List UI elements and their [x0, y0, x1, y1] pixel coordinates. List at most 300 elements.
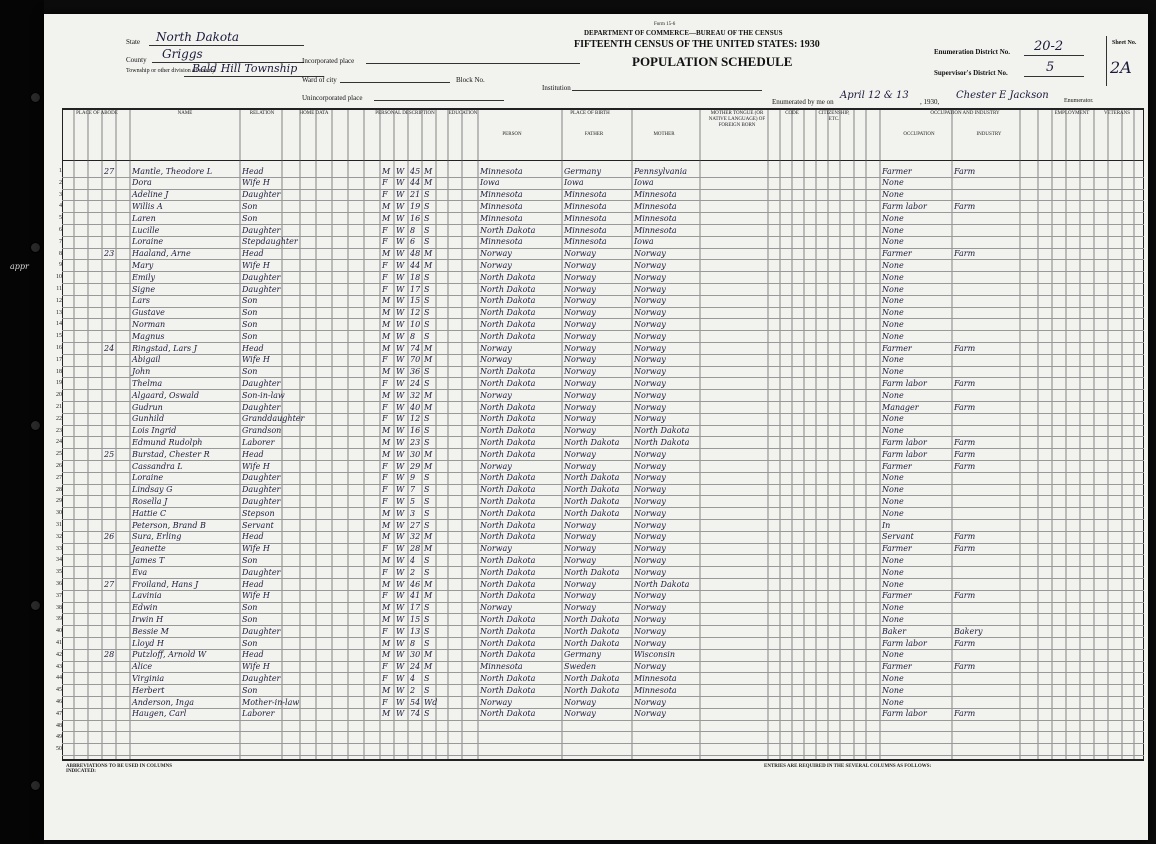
cell-race: W: [396, 355, 405, 365]
cell-name: John: [132, 367, 151, 377]
cell-birth: North Dakota: [480, 496, 536, 506]
cell-age: 8: [410, 638, 416, 648]
cell-mother: Norway: [634, 473, 666, 483]
cell-birth: Iowa: [480, 178, 500, 188]
cell-ms: M: [424, 461, 433, 471]
row-separator: [62, 731, 1144, 732]
cell-age: 30: [410, 449, 421, 459]
cell-ms: M: [424, 249, 433, 259]
cell-name: Gunhild: [132, 414, 165, 424]
cell-father: North Dakota: [564, 567, 620, 577]
cell-race: W: [396, 579, 405, 589]
cell-sex: F: [382, 461, 388, 471]
cell-sex: M: [382, 449, 391, 459]
cell-birth: North Dakota: [480, 414, 536, 424]
cell-ms: M: [424, 449, 433, 459]
cell-sex: F: [382, 284, 388, 294]
cell-occ: Farmer: [882, 461, 912, 471]
cell-ms: S: [424, 426, 430, 436]
cell-dw: 28: [104, 650, 115, 660]
row-number: 32: [56, 533, 62, 540]
cell-name: Willis A: [132, 201, 163, 211]
cell-race: W: [396, 213, 405, 223]
cell-father: Minnesota: [564, 213, 607, 223]
cell-name: Herbert: [132, 685, 165, 695]
row-number: 4: [59, 203, 62, 210]
row-number: 9: [59, 262, 62, 269]
cell-race: W: [396, 272, 405, 282]
cell-rel: Head: [242, 532, 264, 542]
cell-age: 70: [410, 355, 421, 365]
cell-race: W: [396, 638, 405, 648]
cell-occ: None: [882, 308, 904, 318]
cell-mother: Norway: [634, 272, 666, 282]
header-institution-label: Institution: [542, 84, 571, 92]
cell-father: Norway: [564, 426, 596, 436]
cell-sex: M: [382, 367, 391, 377]
cell-occ: None: [882, 237, 904, 247]
census-sheet: [44, 14, 1148, 840]
cell-ms: S: [424, 296, 430, 306]
row-number: 5: [59, 215, 62, 222]
row-number: 20: [56, 392, 62, 399]
col-industry: INDUSTRY: [976, 132, 1002, 137]
cell-ms: S: [424, 308, 430, 318]
cell-race: W: [396, 166, 405, 176]
cell-race: W: [396, 496, 405, 506]
cell-rel: Granddaughter: [242, 414, 305, 424]
cell-birth: North Dakota: [480, 709, 536, 719]
cell-race: W: [396, 367, 405, 377]
cell-rel: Wife H: [242, 178, 270, 188]
row-number: 31: [56, 522, 62, 528]
cell-race: W: [396, 650, 405, 660]
cell-occ: None: [882, 296, 904, 306]
cell-rel: Wife H: [242, 355, 270, 365]
header-block-label: Block No.: [456, 76, 485, 84]
header-county-value: Griggs: [162, 47, 203, 61]
cell-occ: None: [882, 284, 904, 294]
cell-ms: S: [424, 614, 430, 624]
cell-ms: M: [424, 650, 433, 660]
cell-mother: Norway: [634, 414, 666, 424]
cell-ind: Farm: [954, 662, 976, 672]
cell-race: W: [396, 378, 405, 388]
cell-sex: M: [382, 201, 391, 211]
row-number: 15: [56, 333, 62, 340]
cell-mother: Norway: [634, 496, 666, 506]
cell-sex: M: [382, 508, 391, 518]
cell-sex: F: [382, 355, 388, 365]
cell-birth: North Dakota: [480, 402, 536, 412]
cell-ms: S: [424, 473, 430, 483]
cell-sex: M: [382, 638, 391, 648]
cell-race: W: [396, 626, 405, 636]
cell-ms: S: [424, 190, 430, 200]
cell-father: North Dakota: [564, 673, 620, 683]
cell-race: W: [396, 260, 405, 270]
cell-name: Lois Ingrid: [132, 426, 177, 436]
cell-birth: Norway: [480, 697, 512, 707]
cell-birth: Minnesota: [480, 662, 523, 672]
cell-age: 18: [410, 272, 421, 282]
cell-father: Minnesota: [564, 190, 607, 200]
header-ward-label: Ward of city: [302, 76, 337, 84]
cell-name: Lars: [132, 296, 151, 306]
margin-note: appr: [10, 262, 29, 271]
cell-mother: Minnesota: [634, 201, 677, 211]
cell-age: 29: [410, 461, 421, 471]
col-code: CODE: [785, 111, 799, 116]
cell-sex: F: [382, 485, 388, 495]
col-occupation: OCCUPATION: [903, 132, 935, 137]
cell-name: Edwin: [132, 603, 158, 613]
cell-birth: North Dakota: [480, 331, 536, 341]
cell-race: W: [396, 603, 405, 613]
cell-name: Thelma: [132, 378, 163, 388]
cell-race: W: [396, 532, 405, 542]
cell-race: W: [396, 461, 405, 471]
cell-birth: North Dakota: [480, 225, 536, 235]
cell-name: Lucille: [132, 225, 160, 235]
row-number: 2: [59, 179, 62, 186]
cell-race: W: [396, 673, 405, 683]
cell-rel: Son: [242, 319, 258, 329]
header-sd-label: Supervisor's District No.: [934, 69, 1008, 77]
col-mother: MOTHER: [653, 132, 675, 137]
cell-mother: Iowa: [634, 178, 654, 188]
cell-rel: Son-in-law: [242, 390, 285, 400]
cell-mother: Norway: [634, 355, 666, 365]
cell-ms: M: [424, 260, 433, 270]
header-sheet-label: Sheet No.: [1112, 40, 1137, 46]
cell-ind: Farm: [954, 437, 976, 447]
cell-sex: F: [382, 626, 388, 636]
cell-father: North Dakota: [564, 496, 620, 506]
cell-name: Alice: [132, 662, 153, 672]
cell-sex: F: [382, 673, 388, 683]
cell-name: Loraine: [132, 237, 164, 247]
cell-sex: M: [382, 308, 391, 318]
cell-occ: None: [882, 673, 904, 683]
cell-ms: S: [424, 319, 430, 329]
punch-hole: [30, 780, 41, 791]
row-number: 16: [56, 345, 62, 351]
header-enumerated-label: Enumerated by me on: [772, 98, 834, 106]
cell-sex: M: [382, 296, 391, 306]
row-number: 10: [56, 274, 62, 281]
cell-race: W: [396, 402, 405, 412]
row-number: 50: [56, 746, 62, 753]
cell-age: 2: [410, 567, 416, 577]
cell-occ: None: [882, 319, 904, 329]
cell-dw: 24: [104, 343, 115, 353]
cell-occ: Farmer: [882, 591, 912, 601]
cell-ms: S: [424, 673, 430, 683]
row-number: 14: [56, 321, 62, 328]
cell-mother: Norway: [634, 603, 666, 613]
cell-sex: M: [382, 166, 391, 176]
cell-name: Gudrun: [132, 402, 163, 412]
cell-race: W: [396, 473, 405, 483]
header-state-value: North Dakota: [156, 30, 240, 44]
cell-ms: S: [424, 225, 430, 235]
cell-father: Norway: [564, 355, 596, 365]
cell-rel: Head: [242, 249, 264, 259]
row-separator: [62, 755, 1144, 756]
cell-occ: Baker: [882, 626, 907, 636]
row-number: 29: [56, 498, 62, 505]
cell-age: 21: [410, 190, 421, 200]
cell-race: W: [396, 343, 405, 353]
col-relation: RELATION: [249, 111, 275, 116]
row-number: 13: [56, 309, 62, 316]
cell-age: 24: [410, 662, 421, 672]
cell-rel: Laborer: [242, 437, 275, 447]
cell-mother: Norway: [634, 378, 666, 388]
cell-ms: S: [424, 378, 430, 388]
cell-sex: F: [382, 272, 388, 282]
row-number: 45: [56, 687, 62, 694]
row-number: 18: [56, 368, 62, 375]
row-number: 24: [56, 439, 62, 446]
header-enumerator-label: Enumerator.: [1064, 98, 1094, 104]
cell-sex: M: [382, 603, 391, 613]
cell-birth: North Dakota: [480, 685, 536, 695]
cell-sex: M: [382, 555, 391, 565]
cell-birth: North Dakota: [480, 473, 536, 483]
cell-birth: North Dakota: [480, 367, 536, 377]
cell-birth: North Dakota: [480, 532, 536, 542]
cell-birth: Minnesota: [480, 190, 523, 200]
cell-age: 48: [410, 249, 421, 259]
cell-name: Lloyd H: [132, 638, 164, 648]
cell-rel: Daughter: [242, 567, 281, 577]
cell-birth: North Dakota: [480, 650, 536, 660]
cell-ms: M: [424, 402, 433, 412]
cell-ind: Farm: [954, 591, 976, 601]
cell-rel: Daughter: [242, 378, 281, 388]
col-place-of-birth: PLACE OF BIRTH: [570, 111, 610, 116]
cell-birth: North Dakota: [480, 673, 536, 683]
cell-ind: Farm: [954, 378, 976, 388]
header-year: , 1930,: [920, 98, 940, 106]
cell-sex: M: [382, 685, 391, 695]
cell-ms: S: [424, 555, 430, 565]
cell-father: Norway: [564, 390, 596, 400]
cell-sex: M: [382, 532, 391, 542]
cell-name: Sura, Erling: [132, 532, 182, 542]
header-unincorporated-label: Unincorporated place: [302, 94, 363, 102]
cell-mother: Norway: [634, 709, 666, 719]
cell-ind: Farm: [954, 638, 976, 648]
cell-sex: F: [382, 473, 388, 483]
cell-birth: Norway: [480, 461, 512, 471]
cell-rel: Stepson: [242, 508, 275, 518]
cell-rel: Son: [242, 213, 258, 223]
cell-dw: 27: [104, 579, 115, 589]
cell-father: Norway: [564, 343, 596, 353]
cell-father: Norway: [564, 532, 596, 542]
cell-name: Haugen, Carl: [132, 709, 187, 719]
cell-father: North Dakota: [564, 685, 620, 695]
cell-name: Putzloff, Arnold W: [132, 650, 207, 660]
cell-race: W: [396, 685, 405, 695]
col-name: NAME: [177, 111, 193, 116]
cell-sex: M: [382, 437, 391, 447]
cell-father: Norway: [564, 414, 596, 424]
cell-mother: Norway: [634, 520, 666, 530]
cell-father: Norway: [564, 249, 596, 259]
cell-age: 44: [410, 260, 421, 270]
cell-age: 13: [410, 626, 421, 636]
cell-name: Irwin H: [132, 614, 164, 624]
cell-sex: M: [382, 213, 391, 223]
cell-age: 32: [410, 390, 421, 400]
cell-rel: Stepdaughter: [242, 237, 298, 247]
cell-ms: M: [424, 662, 433, 672]
cell-birth: Norway: [480, 355, 512, 365]
cell-occ: None: [882, 496, 904, 506]
cell-occ: Servant: [882, 532, 914, 542]
row-number: 1: [59, 168, 62, 174]
cell-sex: M: [382, 520, 391, 530]
cell-ms: S: [424, 508, 430, 518]
row-number: 22: [56, 415, 62, 422]
cell-rel: Head: [242, 650, 264, 660]
cell-mother: Pennsylvania: [634, 166, 688, 176]
cell-race: W: [396, 319, 405, 329]
row-number: 30: [56, 510, 62, 517]
cell-birth: North Dakota: [480, 319, 536, 329]
cell-mother: Norway: [634, 638, 666, 648]
cell-age: 4: [410, 673, 416, 683]
cell-name: Lindsay G: [132, 485, 173, 495]
punch-hole: [30, 92, 41, 103]
cell-occ: None: [882, 331, 904, 341]
cell-race: W: [396, 308, 405, 318]
cell-sex: M: [382, 614, 391, 624]
cell-birth: North Dakota: [480, 567, 536, 577]
cell-father: Norway: [564, 260, 596, 270]
cell-ms: S: [424, 201, 430, 211]
cell-ms: S: [424, 496, 430, 506]
cell-age: 3: [410, 508, 416, 518]
cell-dw: 27: [104, 166, 115, 176]
cell-birth: Norway: [480, 260, 512, 270]
cell-name: Peterson, Brand B: [132, 520, 206, 530]
cell-mother: Norway: [634, 319, 666, 329]
cell-ind: Farm: [954, 449, 976, 459]
cell-occ: Farmer: [882, 544, 912, 554]
cell-ind: Farm: [954, 709, 976, 719]
row-separator: [62, 720, 1144, 721]
cell-race: W: [396, 697, 405, 707]
cell-mother: Norway: [634, 461, 666, 471]
cell-race: W: [396, 201, 405, 211]
cell-age: 12: [410, 414, 421, 424]
cell-birth: North Dakota: [480, 437, 536, 447]
cell-father: Minnesota: [564, 237, 607, 247]
row-number: 46: [56, 699, 62, 705]
cell-age: 28: [410, 544, 421, 554]
cell-age: 16: [410, 213, 421, 223]
cell-ind: Farm: [954, 201, 976, 211]
cell-race: W: [396, 414, 405, 424]
cell-name: Jeanette: [132, 544, 166, 554]
cell-rel: Daughter: [242, 496, 281, 506]
cell-ms: M: [424, 178, 433, 188]
cell-name: Dora: [132, 178, 152, 188]
cell-name: Laren: [132, 213, 156, 223]
cell-ind: Farm: [954, 532, 976, 542]
cell-ms: S: [424, 272, 430, 282]
cell-rel: Daughter: [242, 190, 281, 200]
cell-rel: Daughter: [242, 626, 281, 636]
cell-occ: None: [882, 272, 904, 282]
col-person: PERSON: [502, 132, 522, 137]
cell-rel: Son: [242, 685, 258, 695]
cell-age: 17: [410, 603, 421, 613]
row-number: 40: [56, 628, 62, 635]
cell-name: Emily: [132, 272, 156, 282]
cell-sex: M: [382, 331, 391, 341]
header-sd-value: 5: [1046, 60, 1055, 75]
cell-age: 7: [410, 485, 416, 495]
cell-rel: Servant: [242, 520, 274, 530]
cell-mother: Norway: [634, 284, 666, 294]
cell-father: Norway: [564, 284, 596, 294]
cell-birth: North Dakota: [480, 555, 536, 565]
cell-ms: S: [424, 638, 430, 648]
cell-mother: Norway: [634, 249, 666, 259]
cell-ind: Farm: [954, 343, 976, 353]
cell-dw: 26: [104, 532, 115, 542]
cell-occ: None: [882, 697, 904, 707]
cell-mother: Norway: [634, 508, 666, 518]
header-county-label: County: [126, 56, 147, 64]
cell-birth: North Dakota: [480, 638, 536, 648]
cell-mother: Minnesota: [634, 213, 677, 223]
cell-mother: Norway: [634, 367, 666, 377]
col-education: EDUCATION: [448, 111, 478, 116]
cell-occ: None: [882, 355, 904, 365]
row-number: 38: [56, 604, 62, 611]
cell-birth: North Dakota: [480, 614, 536, 624]
cell-rel: Daughter: [242, 485, 281, 495]
cell-age: 30: [410, 650, 421, 660]
row-number: 8: [59, 250, 62, 257]
cell-race: W: [396, 544, 405, 554]
cell-name: Mary: [132, 260, 154, 270]
col-personal-description: PERSONAL DESCRIPTION: [375, 111, 435, 116]
cell-age: 9: [410, 473, 416, 483]
cell-rel: Wife H: [242, 260, 270, 270]
cell-occ: Farmer: [882, 343, 912, 353]
cell-race: W: [396, 485, 405, 495]
cell-father: Norway: [564, 272, 596, 282]
header-schedule-title: POPULATION SCHEDULE: [632, 54, 793, 69]
cell-age: 74: [410, 343, 421, 353]
row-number: 25: [56, 451, 62, 458]
cell-mother: Norway: [634, 697, 666, 707]
row-number: 36: [56, 581, 62, 587]
cell-name: Magnus: [132, 331, 165, 341]
row-number: 12: [56, 297, 62, 304]
cell-sex: M: [382, 319, 391, 329]
cell-birth: North Dakota: [480, 296, 536, 306]
cell-ms: S: [424, 485, 430, 495]
